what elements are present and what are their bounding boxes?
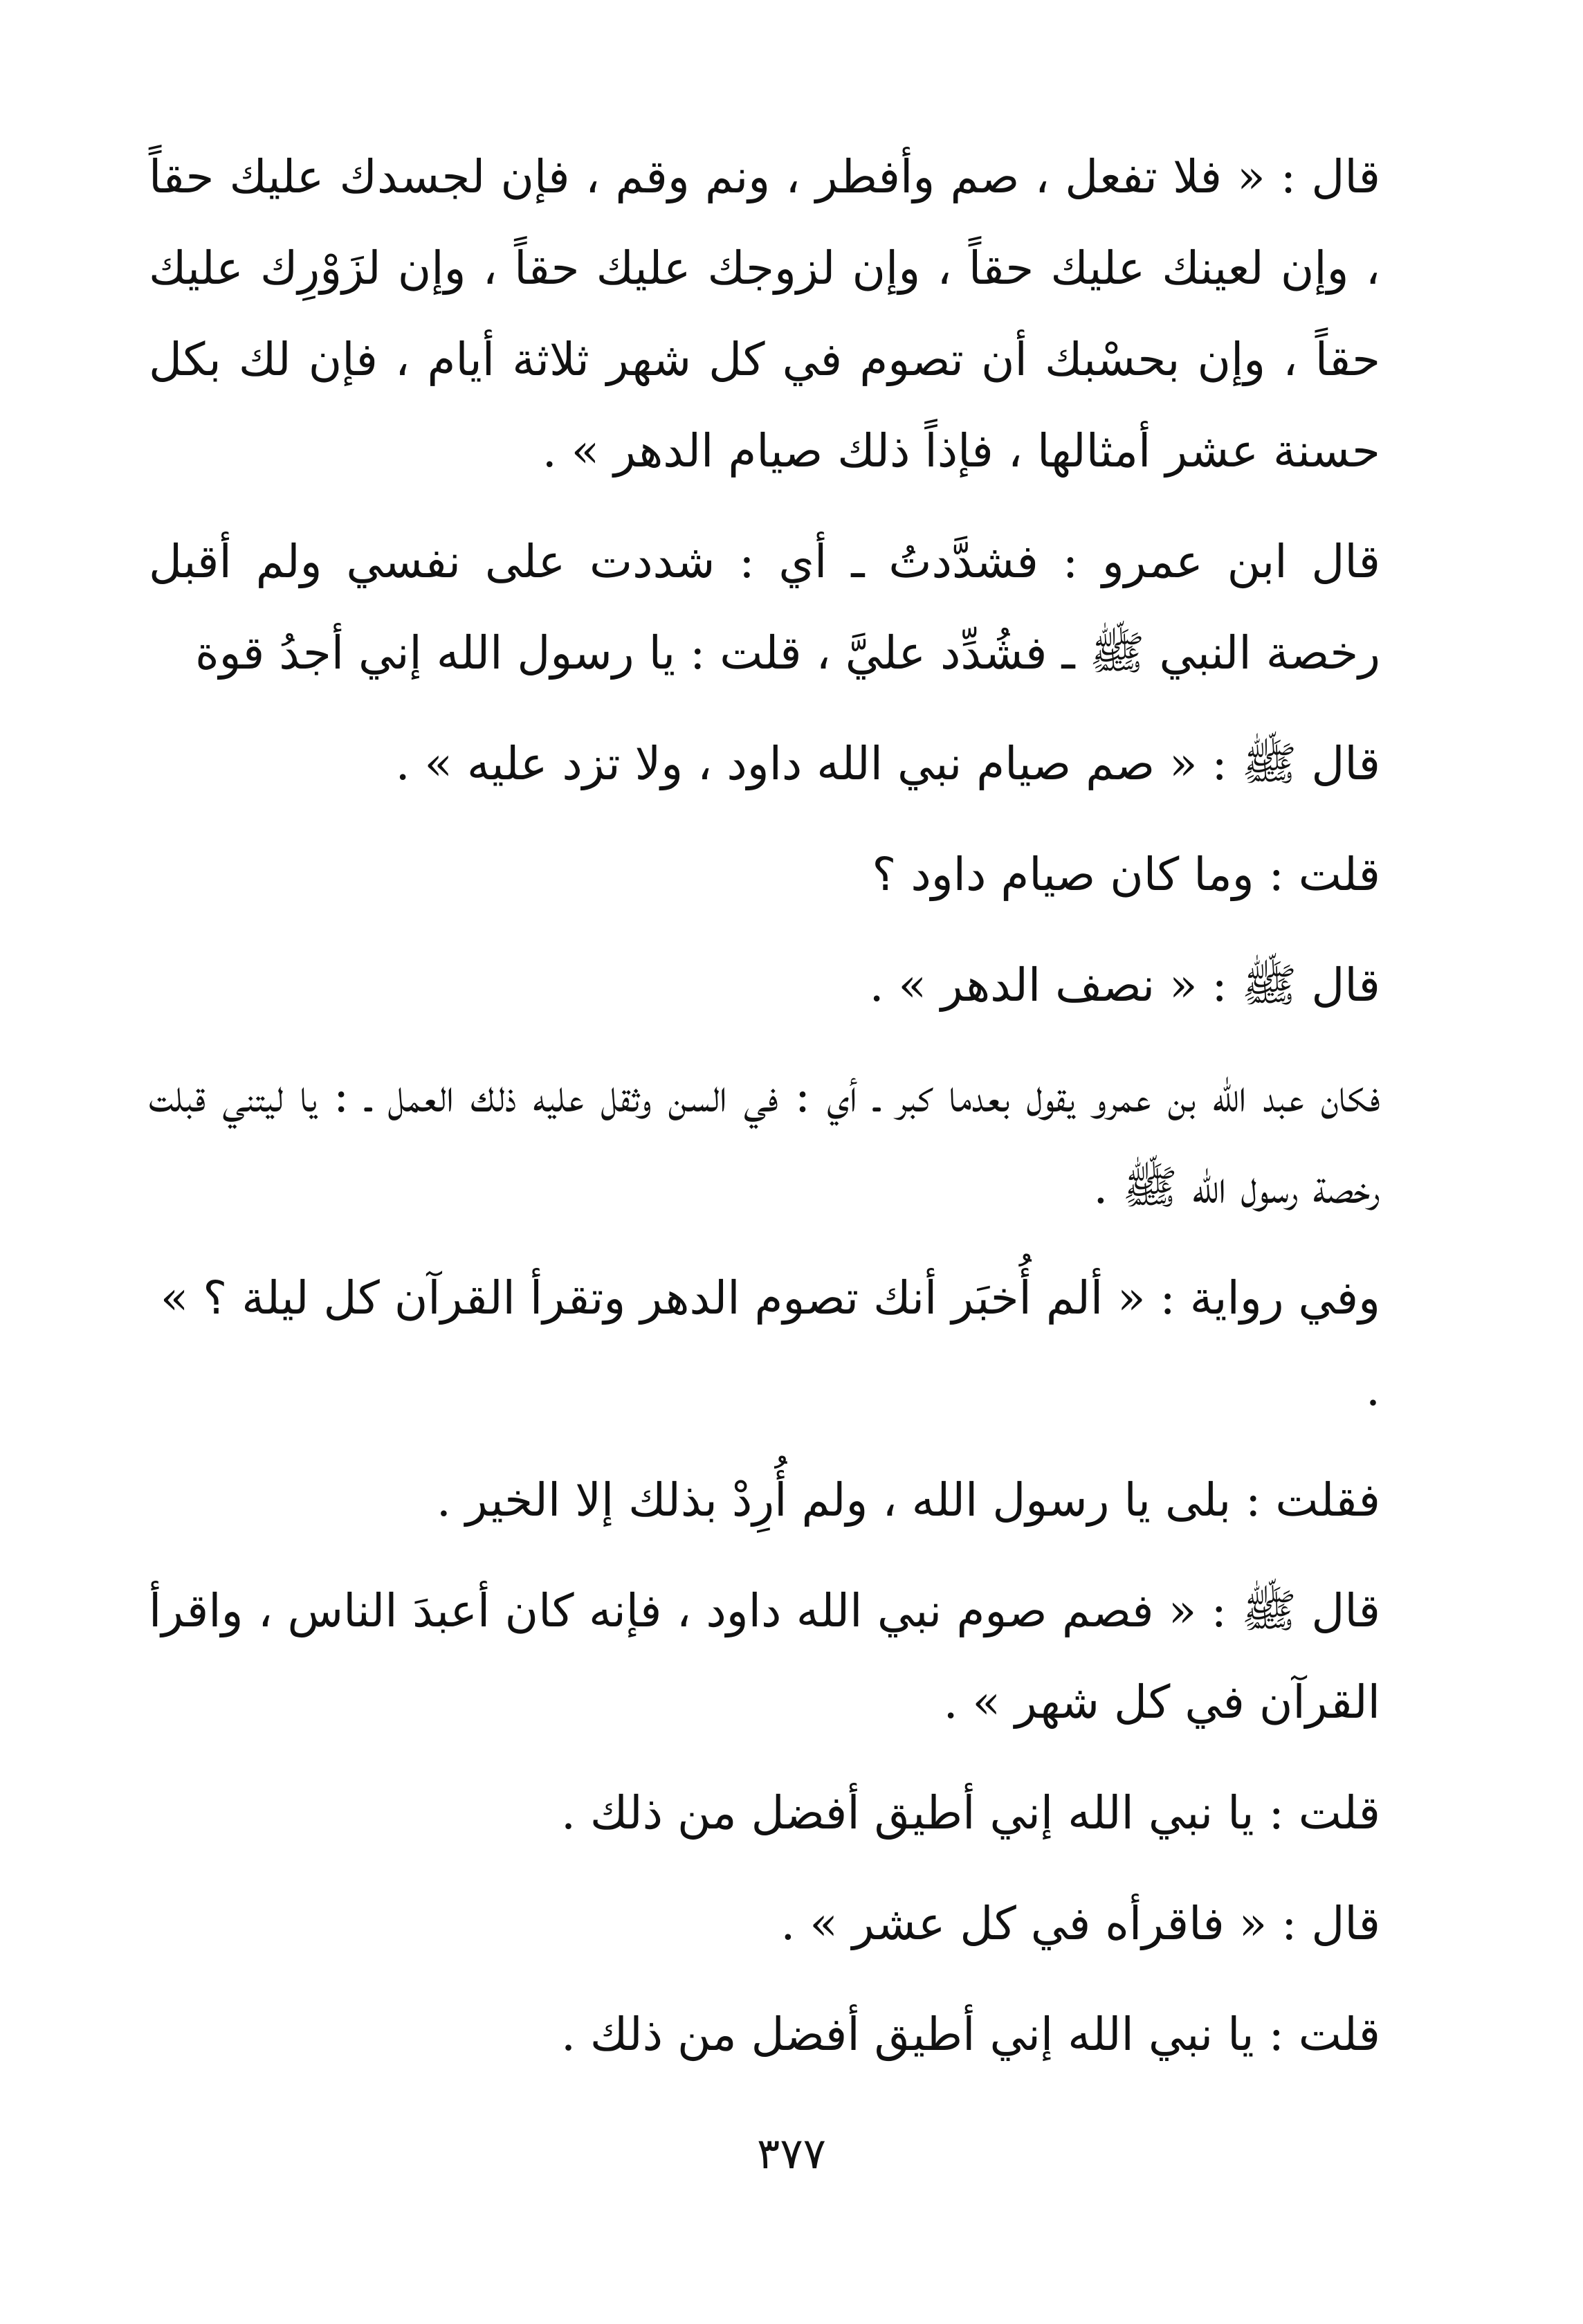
- paragraph-3: قال ﷺ : « صم صيام نبي الله داود ، ولا تزد عليه » .: [395, 737, 1380, 790]
- paragraph-6: فكان عبد الله بن عمرو يقول بعدما كبر ـ أي : في السن وثقل عليه ذلك العمل ـ : يا ليتني قبلت رخصة رسول الله ﷺ .: [149, 1069, 1380, 1214]
- body-text: [149, 131, 1415, 2100]
- paragraph-4: قلت : وما كان صيام داود ؟: [872, 848, 1380, 901]
- page-number: ٣٧٧: [757, 2128, 826, 2179]
- paragraph-7: وفي رواية : « ألم أُخبَر أنك تصوم الدهر وتقرأ القرآن كل ليلة ؟ » .: [160, 1271, 1380, 1416]
- paragraph-2: قال ابن عمرو : فشدَّدتُ ـ أي : شددت على نفسي ولم أقبل رخصة النبي ﷺ ـ فشُدِّد عليَّ ، قلت : يا رسول الله إني أجدُ قوة: [149, 535, 1380, 680]
- paragraph-12: قلت : يا نبي الله إني أطيق أفضل من ذلك .: [560, 2008, 1380, 2061]
- paragraph-1: قال : « فلا تفعل ، صم وأفطر ، ونم وقم ، فإن لجسدك عليك حقاً ، وإن لعينك عليك حقاً ، وإن لزوجك عليك حقاً ، وإن لزَوْرِك عليك حقاً ، وإن بحسْبك أن تصوم في كل شهر ثلاثة أيام ، فإن لك بكل حسنة عشر أمثالها ، فإذاً ذلك صيام الدهر » .: [149, 150, 1380, 478]
- paragraph-9: قال ﷺ : « فصم صوم نبي الله داود ، فإنه كان أعبدَ الناس ، واقرأ القرآن في كل شهر » .: [149, 1584, 1380, 1729]
- paragraph-11: قال : « فاقرأه في كل عشر » .: [780, 1897, 1380, 1950]
- paragraph-10: قلت : يا نبي الله إني أطيق أفضل من ذلك .: [560, 1786, 1380, 1840]
- paragraph-8: فقلت : بلى يا رسول الله ، ولم أُرِدْ بذلك إلا الخير .: [436, 1473, 1380, 1527]
- paragraph-5: قال ﷺ : « نصف الدهر » .: [869, 959, 1380, 1012]
